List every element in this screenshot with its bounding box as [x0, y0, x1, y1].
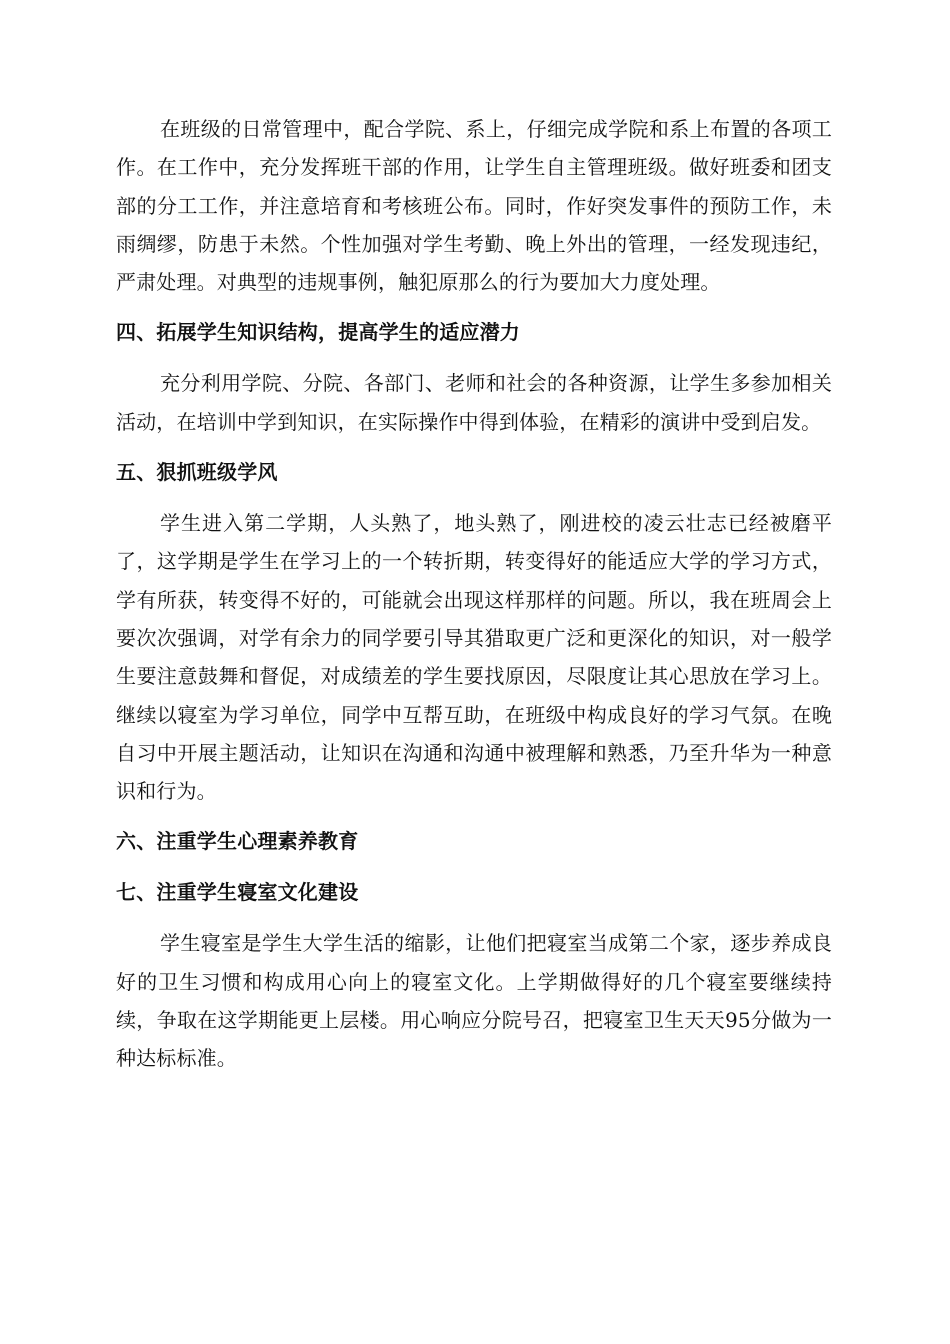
heading-section-7: 七、注重学生寝室文化建设 — [116, 880, 359, 905]
paragraph-daily-management: 在班级的日常管理中，配合学院、系上，仔细完成学院和系上布置的各项工作。在工作中，充分发挥班干部的作用，让学生自主管理班级。做好班委和团支部的分工工作，并注意培育和考核班公布。同时，作好突发事件的预防工作，未雨绸缪，防患于未然。个性加强对学生考勤、晚上外出的管理，一经发现违纪，严肃处理。对典型的违规事例，触犯原那么的行为要加大力度处理。 — [116, 117, 832, 295]
heading-section-4: 四、拓展学生知识结构，提高学生的适应潜力 — [116, 320, 520, 345]
document-body — [116, 110, 832, 1090]
paragraph-knowledge-structure: 充分利用学院、分院、各部门、老师和社会的各种资源，让学生多参加相关活动，在培训中学到知识，在实际操作中得到体验，在精彩的演讲中受到启发。 — [116, 371, 832, 434]
paragraph-dorm-culture: 学生寝室是学生大学生活的缩影，让他们把寝室当成第二个家，逐步养成良好的卫生习惯和构成用心向上的寝室文化。上学期做得好的几个寝室要继续持续，争取在这学期能更上层楼。用心响应分院号召，把寝室卫生天天95分做为一种达标标准。 — [116, 931, 832, 1071]
paragraph-study-style: 学生进入第二学期，人头熟了，地头熟了，刚进校的凌云壮志已经被磨平了，这学期是学生在学习上的一个转折期，转变得好的能适应大学的学习方式，学有所获，转变得不好的，可能就会出现这样那样的问题。所以，我在班周会上要次次强调，对学有余力的同学要引导其猎取更广泛和更深化的知识，对一般学生要注意鼓舞和督促，对成绩差的学生要找原因，尽限度让其心思放在学习上。继续以寝室为学习单位，同学中互帮互助，在班级中构成良好的学习气氛。在晚自习中开展主题活动，让知识在沟通和沟通中被理解和熟悉，乃至升华为一种意识和行为。 — [116, 511, 832, 804]
heading-section-5: 五、狠抓班级学风 — [116, 460, 278, 485]
heading-section-6: 六、注重学生心理素养教育 — [116, 829, 359, 854]
